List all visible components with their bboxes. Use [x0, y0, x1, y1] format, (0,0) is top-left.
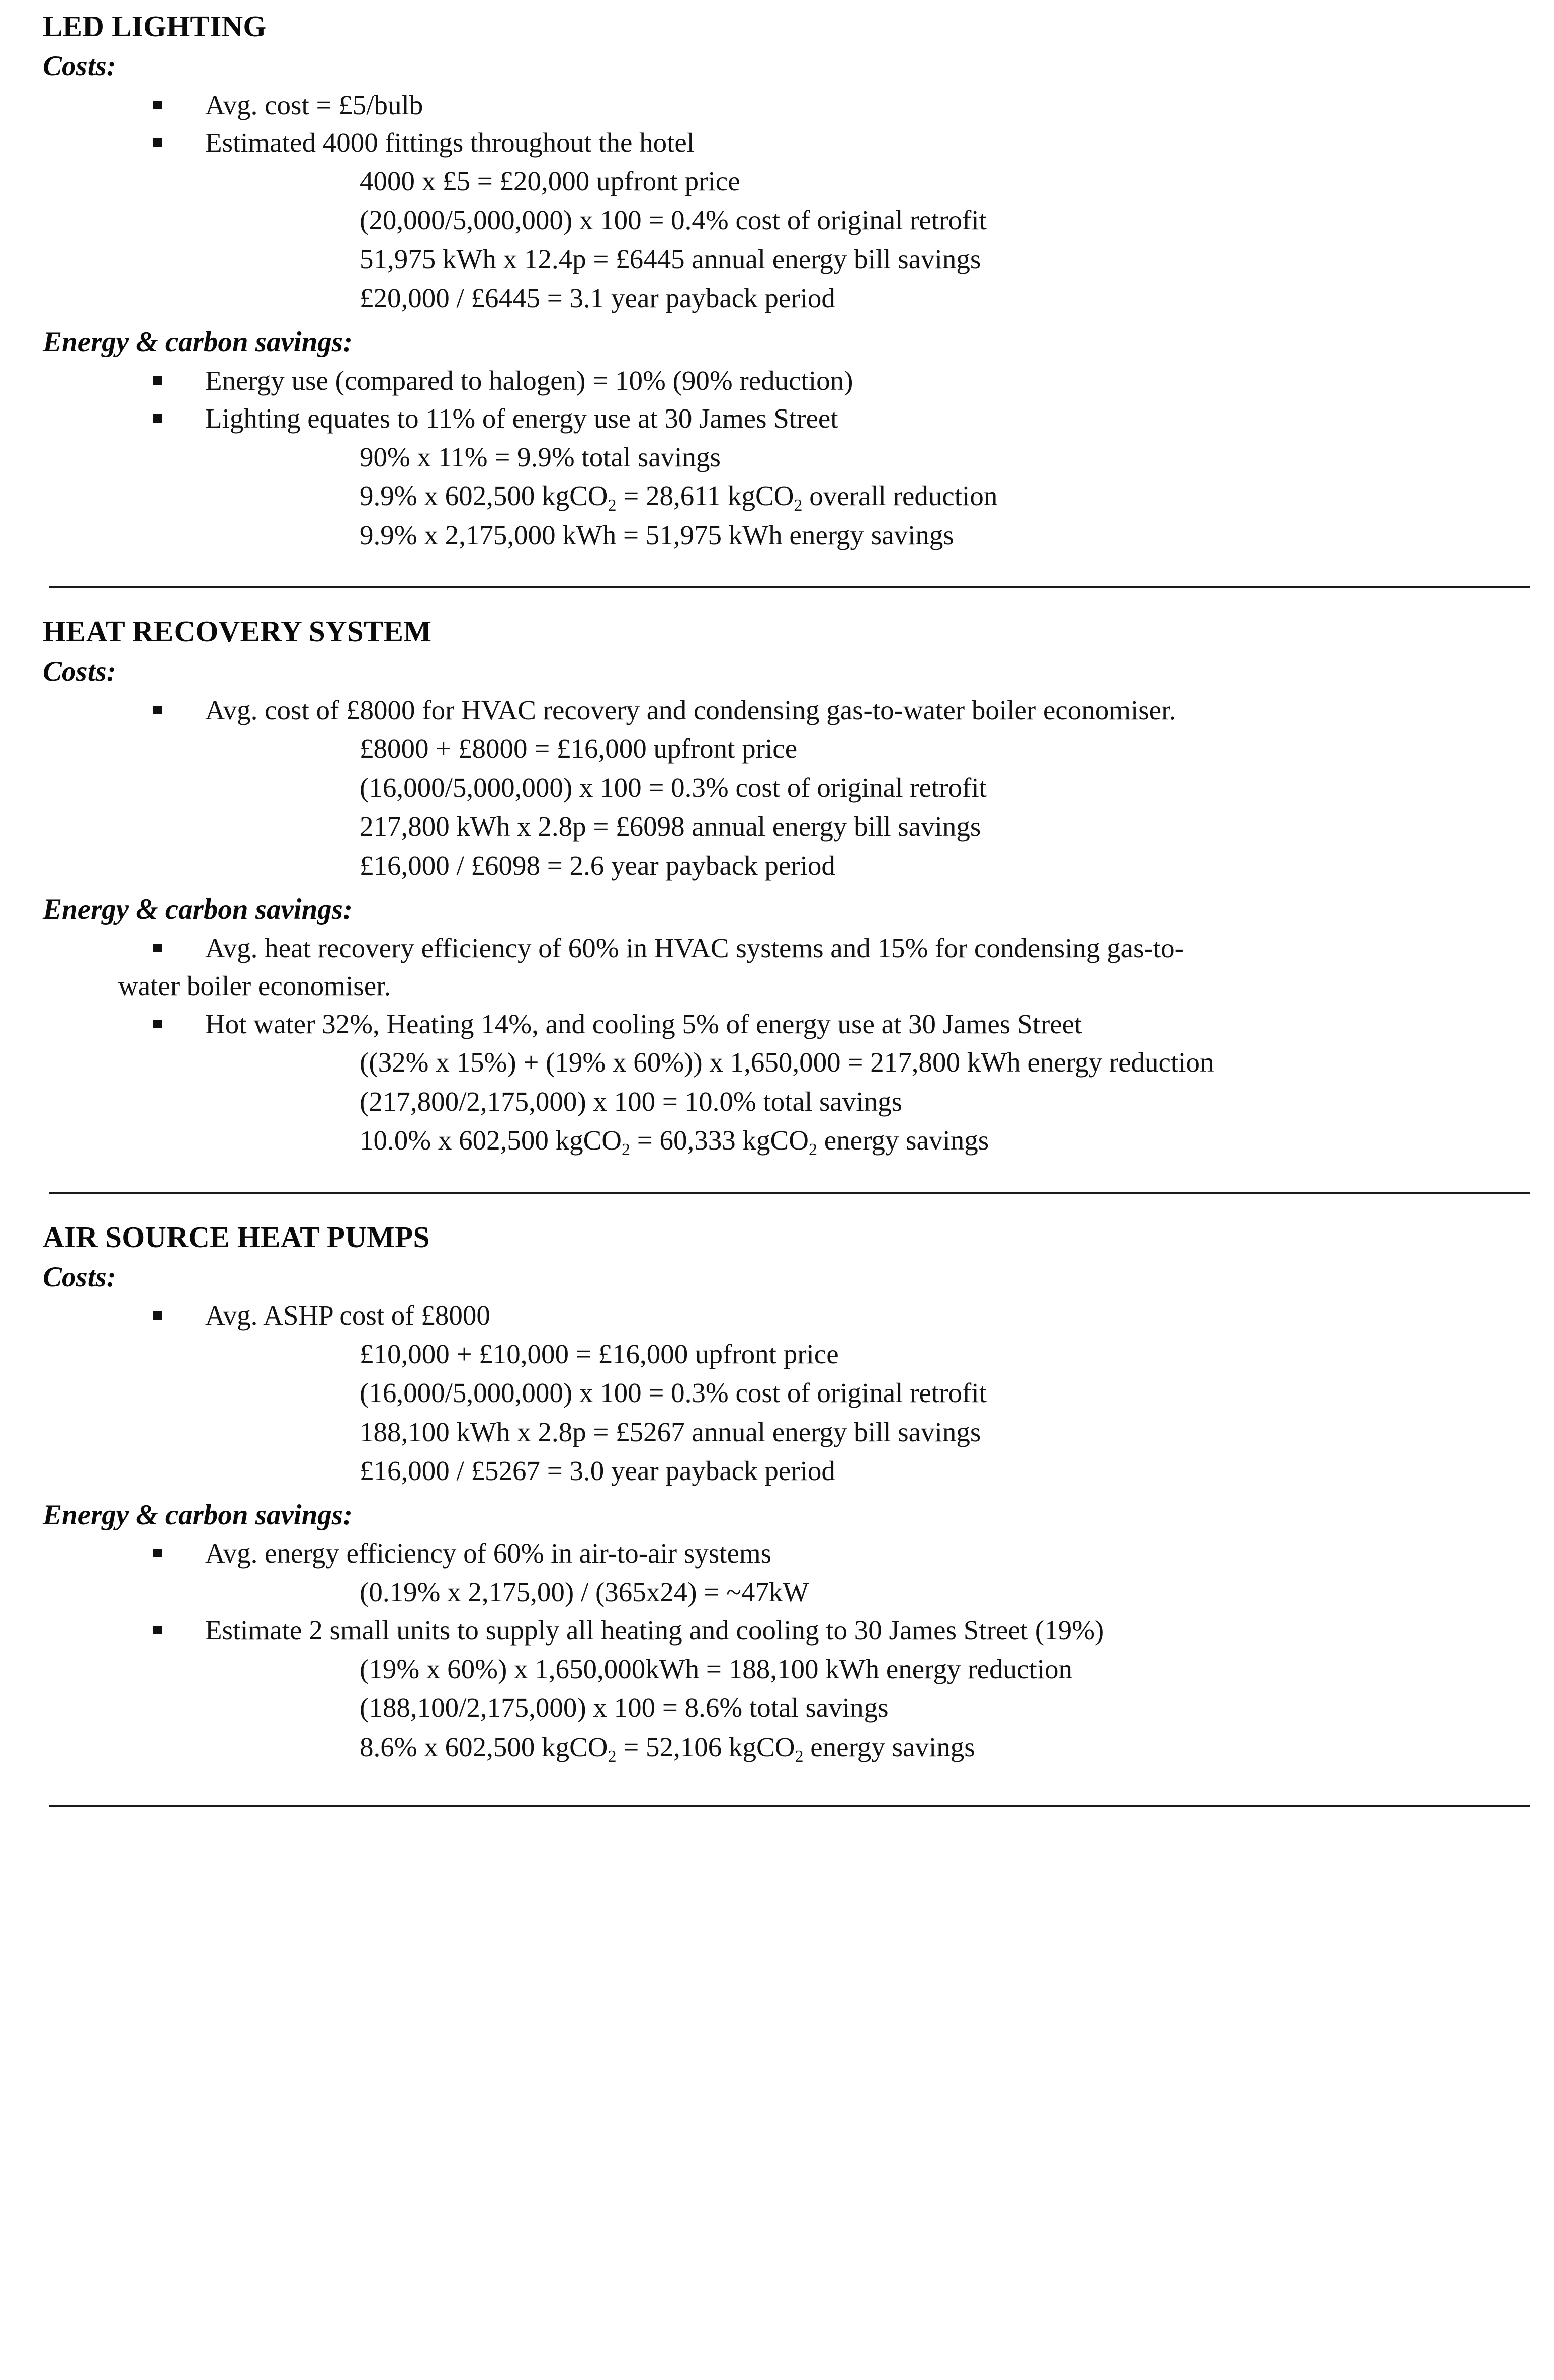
list-item-text: Avg. cost of £8000 for HVAC recovery and condensing gas-to-water boiler economiser. — [205, 695, 1176, 726]
square-bullet-icon — [153, 138, 162, 147]
list-item — [43, 1536, 1529, 1571]
list-item-text: Avg. heat recovery efficiency of 60% in HVAC systems and 15% for condensing gas-to- — [205, 933, 1184, 964]
list-item — [43, 931, 1529, 965]
calculation-line: (19% x 60%) x 1,650,000kWh = 188,100 kWh energy reduction — [360, 1653, 1072, 1684]
calculation-line: 51,975 kWh x 12.4p = £6445 annual energy bill savings — [360, 243, 981, 275]
calculation-line: 9.9% x 602,500 kgCO$_2$ = 28,611 kgCO$_2$ overall reduction — [360, 480, 998, 515]
list-item-continuation — [43, 968, 1529, 1003]
section-title: LED LIGHTING — [43, 10, 267, 43]
calculation-line: 4000 x £5 = £20,000 upfront price — [360, 166, 740, 197]
calculation-line: 10.0% x 602,500 kgCO$_2$ = 60,333 kgCO$_2$ energy savings — [360, 1125, 989, 1159]
section-air-source-heat-pumps — [43, 1222, 1529, 1765]
section-divider — [49, 1192, 1530, 1194]
list-item-text: Energy use (compared to halogen) = 10% (90% reduction) — [205, 365, 853, 396]
square-bullet-icon — [153, 944, 162, 952]
square-bullet-icon — [153, 376, 162, 385]
list-item — [43, 1613, 1529, 1648]
list-item-text: Estimate 2 small units to supply all heating and cooling to 30 James Street (19%) — [205, 1615, 1104, 1646]
list-item — [43, 125, 1529, 160]
square-bullet-icon — [153, 1626, 162, 1634]
section-divider — [49, 586, 1530, 588]
list-item-wrapped-text: water boiler economiser. — [118, 970, 391, 1002]
list-item-text: Avg. energy efficiency of 60% in air-to-air systems — [205, 1538, 772, 1569]
section-divider-wrapper — [43, 1768, 1529, 1807]
subheading-energy-carbon-savings: Energy & carbon savings: — [43, 1499, 353, 1531]
list-item — [43, 401, 1529, 436]
section-divider-wrapper — [43, 556, 1529, 616]
square-bullet-icon — [153, 1549, 162, 1557]
calculation-line: £20,000 / £6445 = 3.1 year payback period — [360, 282, 835, 313]
square-bullet-icon — [153, 101, 162, 109]
calculation-line: (16,000/5,000,000) x 100 = 0.3% cost of original retrofit — [360, 772, 987, 803]
calculation-line: ((32% x 15%) + (19% x 60%)) x 1,650,000 = 217,800 kWh energy reduction — [360, 1047, 1214, 1078]
calculation-line: 90% x 11% = 9.9% total savings — [360, 441, 721, 472]
calculation-line: £16,000 / £5267 = 3.0 year payback period — [360, 1455, 835, 1487]
list-item-text: Avg. cost = £5/bulb — [205, 89, 423, 120]
section-divider — [49, 1805, 1530, 1807]
square-bullet-icon — [153, 1311, 162, 1320]
calculation-line: £10,000 + £10,000 = £16,000 upfront price — [360, 1338, 839, 1369]
square-bullet-icon — [153, 706, 162, 714]
calculation-line: £8000 + £8000 = £16,000 upfront price — [360, 733, 798, 764]
subheading-costs: Costs: — [43, 50, 116, 82]
list-item-text: Lighting equates to 11% of energy use at 30 James Street — [205, 403, 838, 434]
subheading-energy-carbon-savings: Energy & carbon savings: — [43, 326, 353, 358]
subheading-energy-carbon-savings: Energy & carbon savings: — [43, 893, 353, 926]
list-item-text: Avg. ASHP cost of £8000 — [205, 1300, 490, 1331]
square-bullet-icon — [153, 414, 162, 423]
square-bullet-icon — [153, 1020, 162, 1028]
subheading-costs: Costs: — [43, 655, 116, 688]
list-item — [43, 88, 1529, 122]
list-item-text: Hot water 32%, Heating 14%, and cooling 5% of energy use at 30 James Street — [205, 1008, 1082, 1039]
list-item — [43, 1007, 1529, 1041]
section-led-lighting — [43, 11, 1529, 553]
calculation-line: 188,100 kWh x 2.8p = £5267 annual energy bill savings — [360, 1416, 981, 1447]
calculation-line: £16,000 / £6098 = 2.6 year payback period — [360, 850, 835, 881]
calculation-line: (188,100/2,175,000) x 100 = 8.6% total savings — [360, 1692, 889, 1724]
section-title: AIR SOURCE HEAT PUMPS — [43, 1220, 430, 1254]
calculation-line: 9.9% x 2,175,000 kWh = 51,975 kWh energy savings — [360, 519, 954, 550]
section-divider-wrapper — [43, 1162, 1529, 1222]
subheading-costs: Costs: — [43, 1261, 116, 1293]
calculation-line: (20,000/5,000,000) x 100 = 0.4% cost of original retrofit — [360, 204, 987, 235]
calculation-line: (16,000/5,000,000) x 100 = 0.3% cost of original retrofit — [360, 1377, 987, 1409]
calculation-line: 217,800 kWh x 2.8p = £6098 annual energy bill savings — [360, 811, 981, 842]
section-heat-recovery-system — [43, 616, 1529, 1158]
list-item — [43, 693, 1529, 727]
list-item — [43, 1298, 1529, 1333]
list-item-text: Estimated 4000 fittings throughout the hotel — [205, 127, 695, 158]
calculation-line: (217,800/2,175,000) x 100 = 10.0% total savings — [360, 1086, 902, 1117]
section-title: HEAT RECOVERY SYSTEM — [43, 615, 432, 648]
list-item — [43, 363, 1529, 398]
calculation-line: 8.6% x 602,500 kgCO$_2$ = 52,106 kgCO$_2$ energy savings — [360, 1731, 975, 1766]
calculation-line: (0.19% x 2,175,00) / (365x24) = ~47kW — [360, 1576, 809, 1607]
